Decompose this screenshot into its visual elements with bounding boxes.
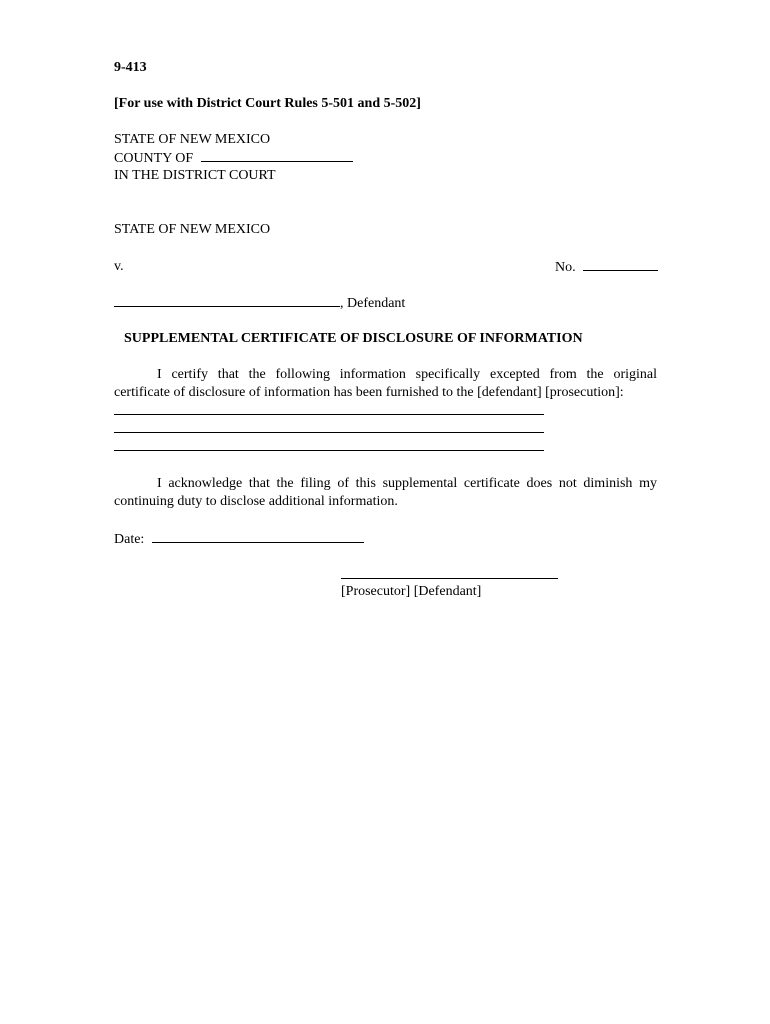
info-blank-line-3[interactable] [114,450,544,451]
caption-court: IN THE DISTRICT COURT [114,168,276,183]
form-number: 9-413 [114,60,147,75]
info-blank-line-2[interactable] [114,432,544,433]
date-field[interactable] [152,530,364,543]
date-line [114,530,364,549]
case-number-field[interactable] [583,258,658,271]
usage-note: [For use with District Court Rules 5-501 and 5-502] [114,96,421,111]
date-label: Date: [114,532,145,547]
county-label: COUNTY OF [114,151,194,166]
info-blank-line-1[interactable] [114,414,544,415]
plaintiff-name: STATE OF NEW MEXICO [114,222,271,237]
defendant-line [114,294,405,313]
document-title: SUPPLEMENTAL CERTIFICATE OF DISCLOSURE OF INFORMATION [124,331,583,346]
signature-line[interactable] [341,578,558,579]
certify-line-1: I certify that the following information specifically excepted from the original [157,367,657,382]
certify-line-2: certificate of disclosure of information has been furnished to the [defendant] [prosecution]: [114,385,624,400]
acknowledge-line-2: continuing duty to disclose additional information. [114,494,398,509]
versus-label: v. [114,259,124,274]
defendant-name-field[interactable] [114,294,340,307]
signature-label: [Prosecutor] [Defendant] [341,584,482,599]
case-number [555,258,658,277]
county-field[interactable] [201,149,353,162]
acknowledge-line-1: I acknowledge that the filing of this supplemental certificate does not diminish my [157,476,657,491]
caption-county [114,149,353,168]
defendant-label: , Defendant [340,296,406,311]
caption-state: STATE OF NEW MEXICO [114,132,271,147]
case-no-label: No. [555,260,576,275]
